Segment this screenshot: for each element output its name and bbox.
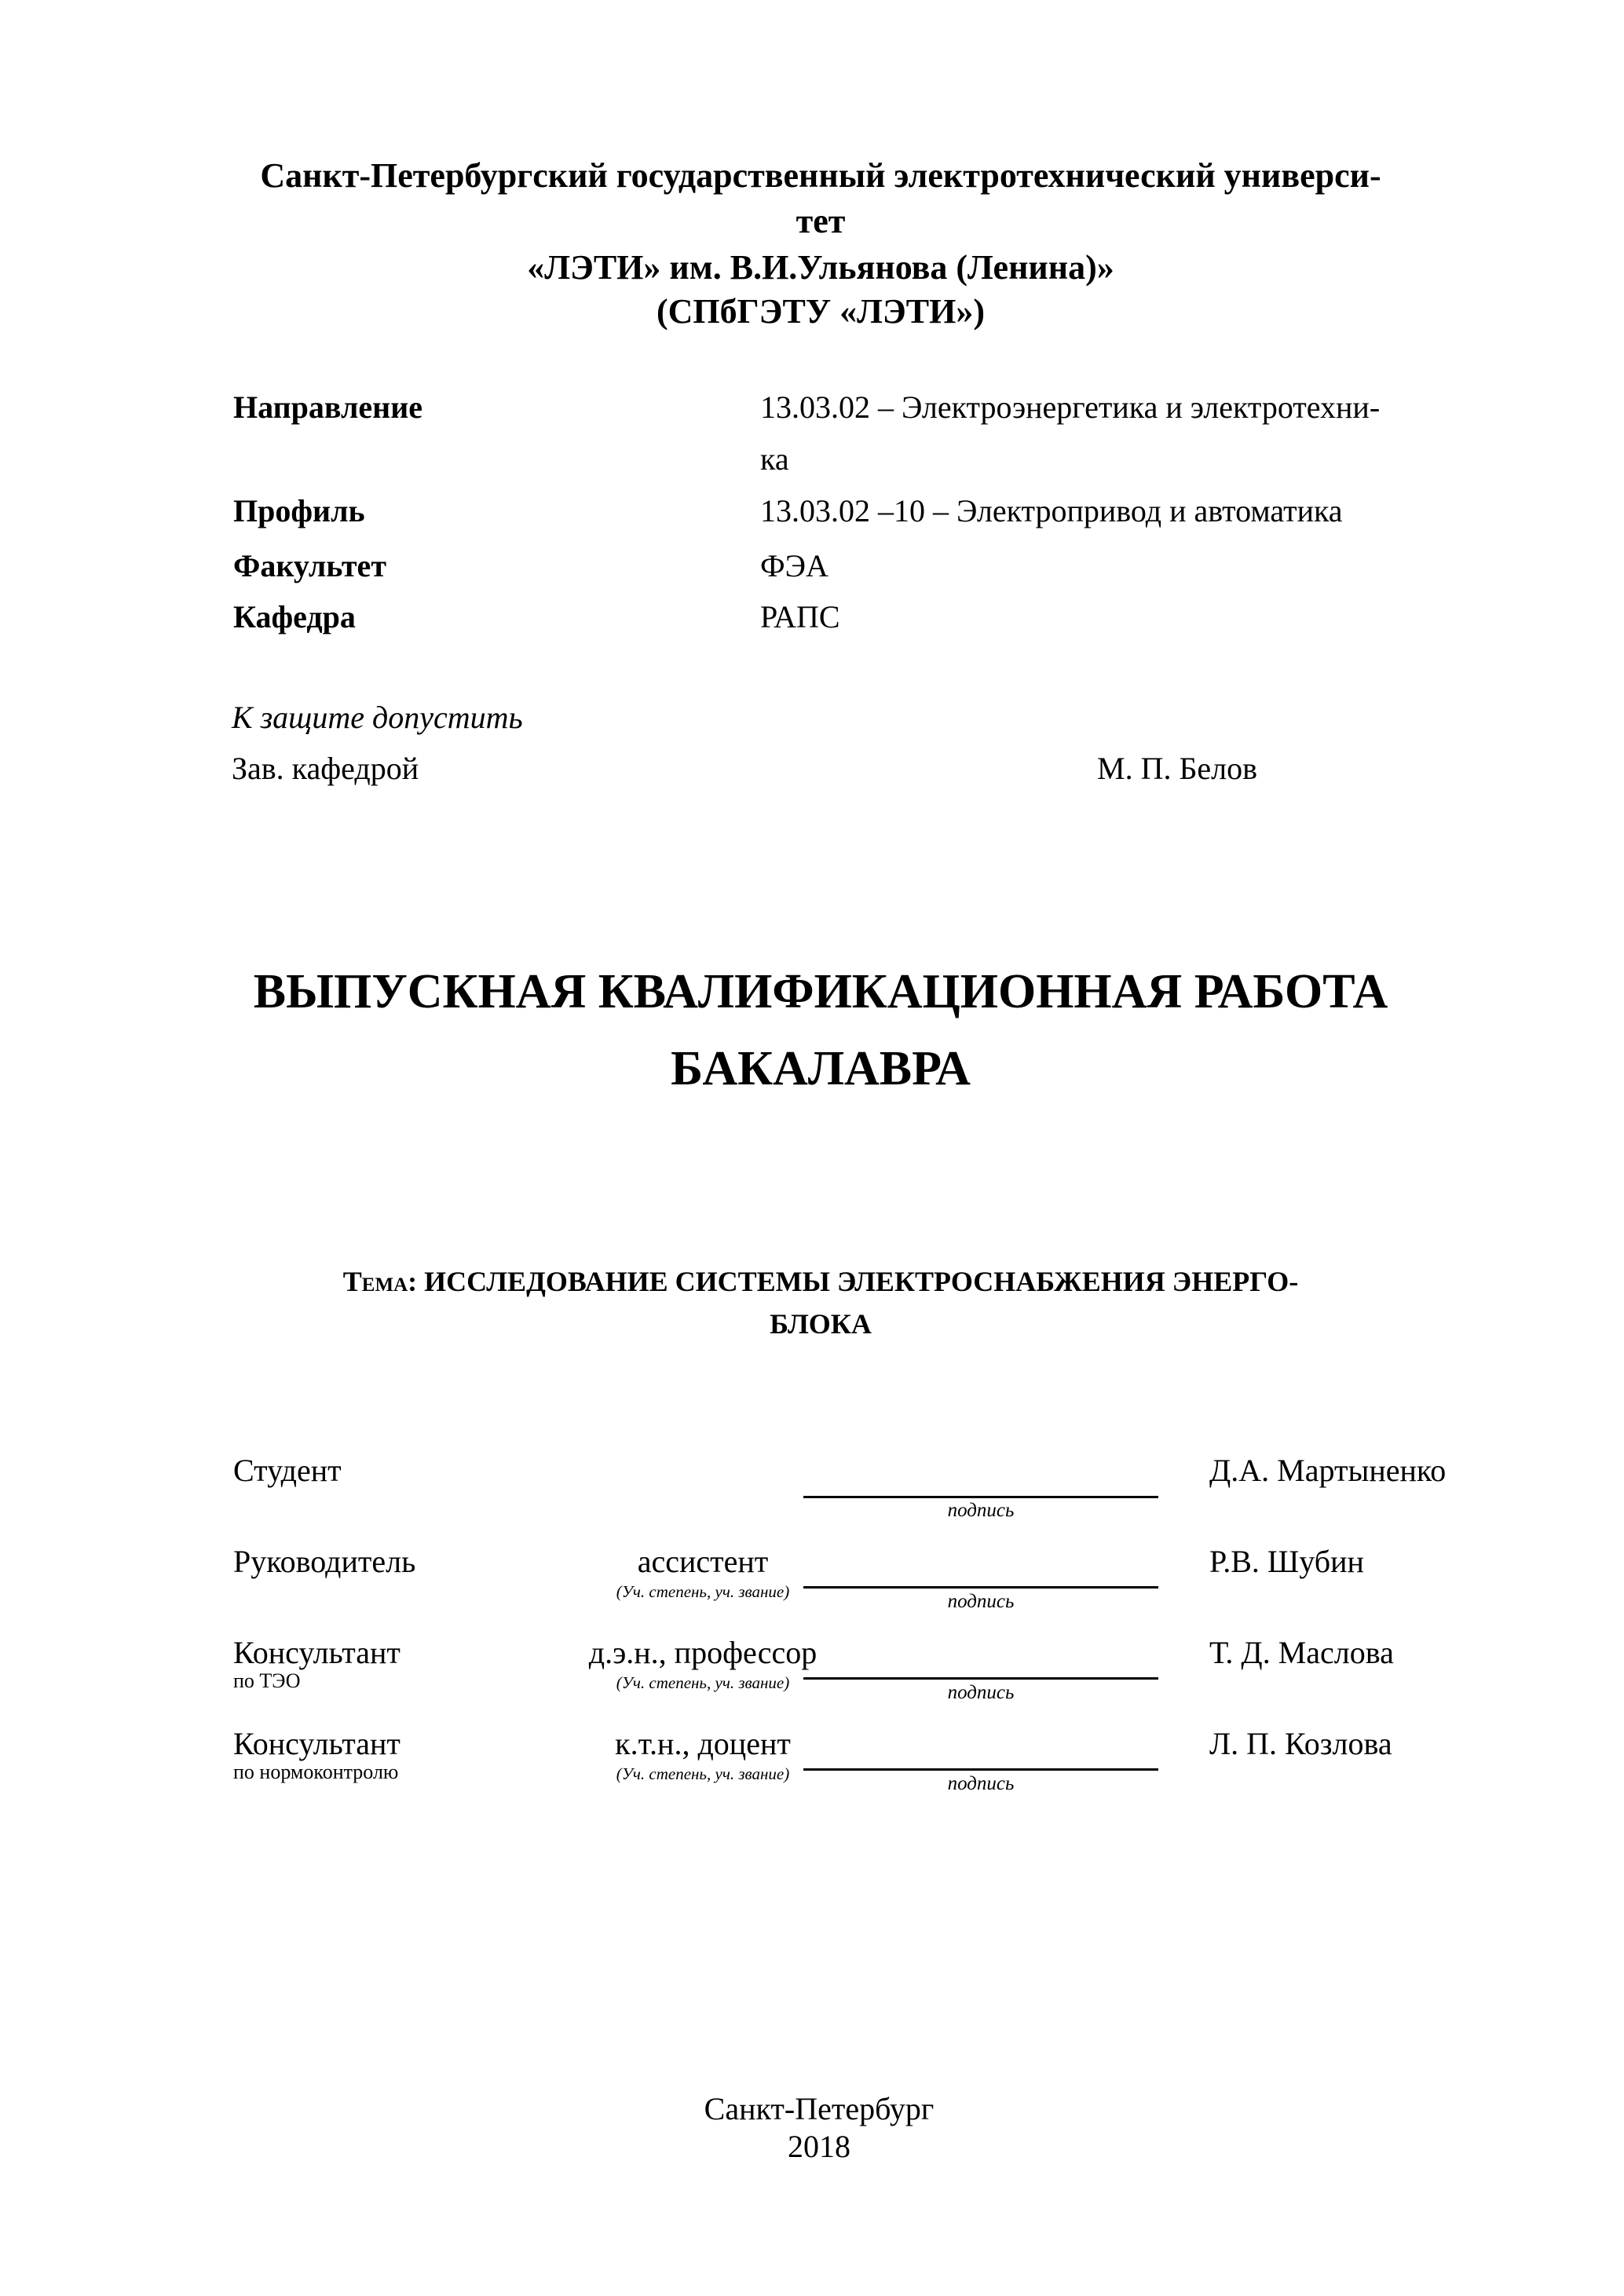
info-label-faculty: Факультет — [233, 548, 386, 583]
signature-hint-consultant-teo: подпись — [947, 1682, 1015, 1703]
topic-line-2: БЛОКА — [770, 1308, 872, 1340]
info-value-faculty: ФЭА — [760, 548, 828, 583]
signature-name-supervisor: Р.В. Шубин — [1209, 1544, 1364, 1579]
signature-role-supervisor: Руководитель — [233, 1544, 416, 1579]
signature-line-consultant-normcontrol[interactable] — [803, 1768, 1158, 1771]
signature-role-consultant-normcontrol: Консультант — [233, 1726, 401, 1761]
signature-name-consultant-normcontrol: Л. П. Козлова — [1209, 1726, 1392, 1761]
signature-name-student: Д.А. Мартыненко — [1209, 1453, 1447, 1488]
head-of-department-label: Зав. кафедрой — [232, 751, 419, 786]
signature-role-student: Студент — [233, 1453, 342, 1488]
signature-hint-consultant-normcontrol: подпись — [947, 1773, 1015, 1794]
info-label-profile: Профиль — [233, 493, 365, 528]
university-abbreviation: (СПбГЭТУ «ЛЭТИ») — [657, 292, 985, 331]
signature-hint-supervisor: подпись — [947, 1591, 1015, 1612]
signature-role-consultant-teo: Консультант — [233, 1635, 401, 1670]
admit-to-defense: К защите допустить — [232, 700, 523, 735]
info-value-profile: 13.03.02 –10 – Электропривод и автоматика — [760, 493, 1343, 528]
info-value-direction: 13.03.02 – Электроэнергетика и электротехни- — [760, 389, 1381, 425]
signature-name-consultant-teo: Т. Д. Маслова — [1209, 1635, 1394, 1670]
degree-hint-supervisor: (Уч. степень, уч. звание) — [616, 1582, 790, 1601]
university-name-line-1: Санкт-Петербургский государственный электротехнический универси- — [260, 156, 1381, 195]
university-name-line-3: «ЛЭТИ» им. В.И.Ульянова (Ленина)» — [527, 248, 1114, 287]
signature-degree-consultant-normcontrol: к.т.н., доцент — [615, 1726, 791, 1761]
signature-hint-student: подпись — [947, 1500, 1015, 1521]
degree-hint-consultant-normcontrol: (Уч. степень, уч. звание) — [616, 1764, 790, 1783]
info-label-department: Кафедра — [233, 599, 356, 634]
topic-prefix: Тема: — [342, 1266, 418, 1297]
signature-subrole-consultant-teo: по ТЭО — [233, 1669, 301, 1692]
university-name-line-2: тет — [796, 202, 846, 240]
info-label-direction: Направление — [233, 389, 422, 425]
footer-year: 2018 — [788, 2129, 850, 2164]
signature-line-consultant-teo[interactable] — [803, 1677, 1158, 1680]
info-value-department: РАПС — [760, 599, 840, 634]
work-title-line-1: ВЫПУСКНАЯ КВАЛИФИКАЦИОННАЯ РАБОТА — [253, 965, 1388, 1018]
head-of-department-name: М. П. Белов — [1097, 751, 1258, 786]
signature-line-student[interactable] — [803, 1496, 1158, 1498]
signature-subrole-consultant-normcontrol: по нормоконтролю — [233, 1760, 399, 1783]
footer-city: Санкт-Петербург — [704, 2091, 935, 2126]
info-value-direction-continued: ка — [760, 441, 789, 477]
signature-degree-consultant-teo: д.э.н., профессор — [588, 1635, 817, 1670]
signature-degree-supervisor: ассистент — [637, 1544, 769, 1579]
topic-text: ИССЛЕДОВАНИЕ СИСТЕМЫ ЭЛЕКТРОСНАБЖЕНИЯ ЭНЕРГО- — [424, 1266, 1299, 1297]
topic-line-1 — [0, 1267, 1624, 1296]
degree-hint-consultant-teo: (Уч. степень, уч. звание) — [616, 1673, 790, 1692]
signature-line-supervisor[interactable] — [803, 1586, 1158, 1589]
work-title-line-2: БАКАЛАВРА — [671, 1042, 971, 1095]
